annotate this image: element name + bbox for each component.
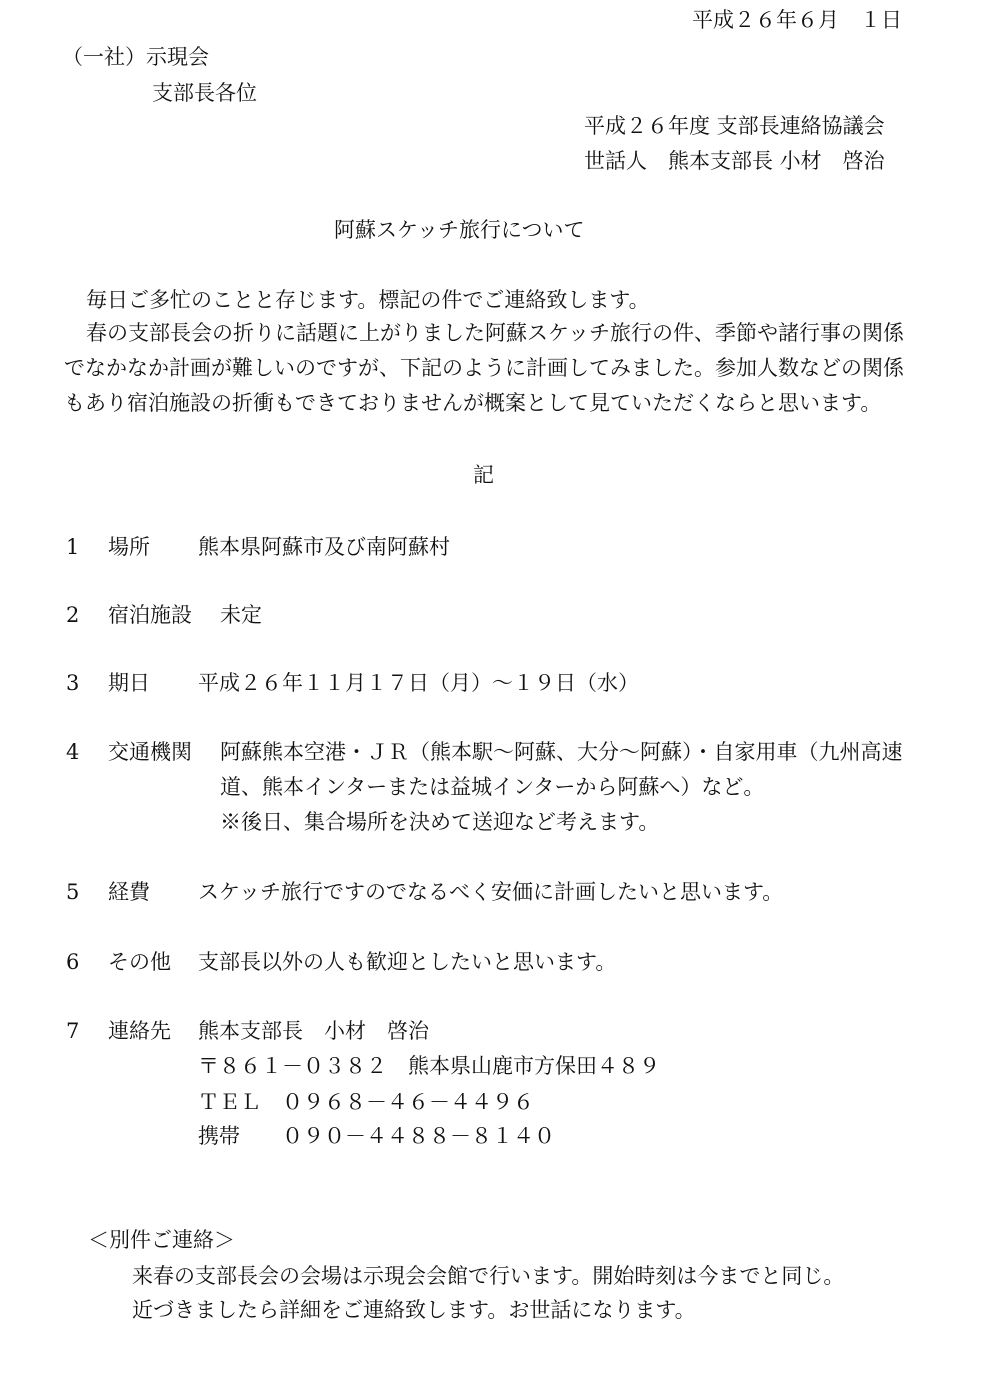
contact-name: 熊本支部長 小材 啓治 — [198, 1019, 429, 1043]
item-label: 期日 — [108, 671, 150, 695]
contact-mobile: 携帯 ０９０－４４８８－８１４０ — [198, 1124, 555, 1148]
item-label: その他 — [108, 950, 171, 974]
extra-line-2: 近づきましたら詳細をご連絡致します。お世話になります。 — [132, 1298, 696, 1322]
item-value: スケッチ旅行ですのでなるべく安価に計画したいと思います。 — [198, 880, 784, 904]
item-number: 1 — [66, 535, 80, 559]
item-label: 連絡先 — [108, 1019, 171, 1043]
document-title: 阿蘇スケッチ旅行について — [334, 218, 585, 242]
document-date: 平成２６年６月 １日 — [692, 8, 902, 32]
ki-heading: 記 — [473, 463, 494, 487]
extra-heading: ＜別件ご連絡＞ — [88, 1228, 235, 1252]
item-value: 阿蘇熊本空港・ＪＲ（熊本駅～阿蘇、大分～阿蘇）・自家用車（九州高速 — [220, 740, 903, 764]
contact-tel: ＴＥＬ ０９６８－４６－４４９６ — [198, 1090, 534, 1114]
item-label: 場所 — [108, 535, 150, 559]
item-value: 支部長以外の人も歓迎としたいと思います。 — [198, 950, 617, 974]
body-line-2: 春の支部長会の折りに話題に上がりました阿蘇スケッチ旅行の件、季節や諸行事の関係 — [86, 321, 904, 345]
item-value: 熊本県阿蘇市及び南阿蘇村 — [198, 535, 450, 559]
contact-address: 〒８６１－０３８２ 熊本県山鹿市方保田４８９ — [198, 1054, 660, 1078]
item-number: 7 — [66, 1019, 80, 1043]
item-value: 平成２６年１１月１７日（月）～１９日（水） — [198, 671, 639, 695]
item-label: 交通機関 — [108, 740, 192, 764]
body-line-3: でなかなか計画が難しいのですが、下記のように計画してみました。参加人数などの関係 — [64, 356, 904, 380]
recipient-org: （一社）示現会 — [62, 45, 209, 69]
body-line-1: 毎日ご多忙のことと存じます。標記の件でご連絡致します。 — [86, 288, 650, 312]
recipient: 支部長各位 — [152, 81, 257, 105]
item-number: 3 — [66, 671, 80, 695]
item-label: 宿泊施設 — [108, 603, 192, 627]
item-number: 6 — [66, 950, 80, 974]
body-line-4: もあり宿泊施設の折衝もできておりませんが概案として見ていただくならと思います。 — [64, 391, 882, 415]
extra-line-1: 来春の支部長会の会場は示現会会館で行います。開始時刻は今までと同じ。 — [132, 1264, 845, 1288]
item-label: 経費 — [108, 880, 150, 904]
sender: 世話人 熊本支部長 小材 啓治 — [584, 149, 885, 173]
sender-org: 平成２６年度 支部長連絡協議会 — [584, 114, 885, 138]
item-number: 4 — [66, 740, 80, 764]
item-number: 5 — [66, 880, 80, 904]
item-value-line-2: 道、熊本インターまたは益城インターから阿蘇へ）など。 — [220, 775, 765, 799]
item-number: 2 — [66, 603, 80, 627]
item-value: 未定 — [220, 603, 262, 627]
item-note: ※後日、集合場所を決めて送迎など考えます。 — [220, 810, 660, 834]
